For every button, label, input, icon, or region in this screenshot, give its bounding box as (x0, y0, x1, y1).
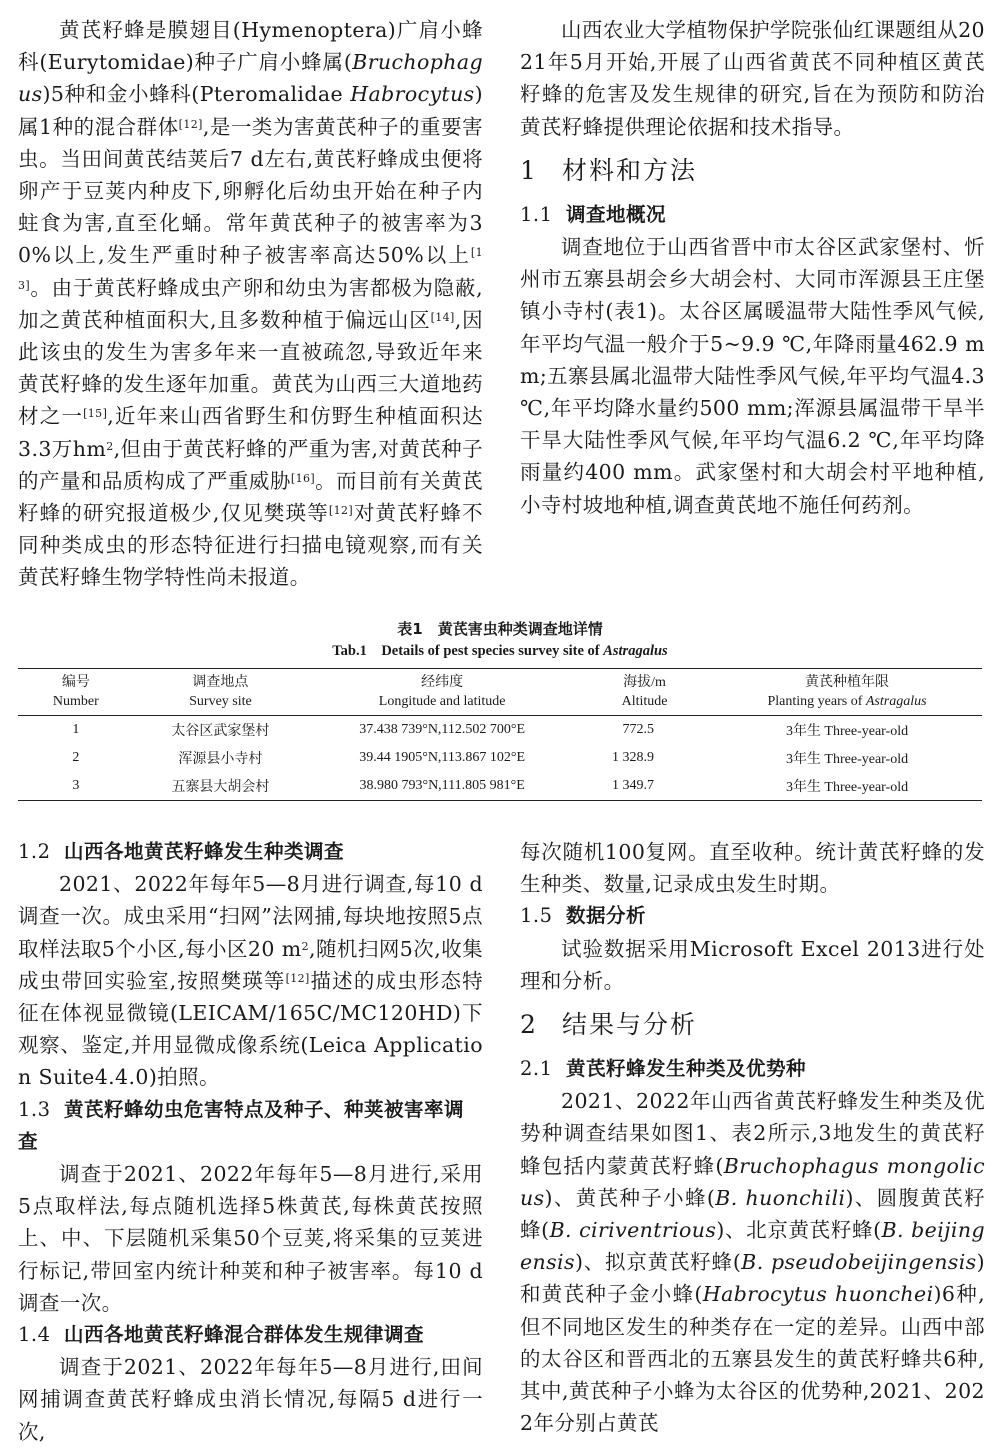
header-coord: 经纬度 Longitude and latitude (378, 675, 506, 709)
header-number: 编号 Number (52, 675, 99, 709)
cell-site: 太谷区武家堡村 (171, 724, 270, 739)
section-heading-2-1: 2.1 黄芪籽蜂发生种类及优势种 (520, 1057, 807, 1081)
section-heading-1-3: 1.3 黄芪籽蜂幼虫危害特点及种子、种荚被害率调查 (18, 1097, 465, 1153)
citation: [16] (290, 471, 316, 485)
cell-number: 2 (72, 750, 80, 765)
survey-site-table (18, 668, 982, 801)
cell-coord: 37.438 739°N,112.502 700°E (359, 722, 526, 737)
section-heading-1-1: 1.1 调查地概况 (520, 202, 667, 226)
table-caption-cn: 表1 黄芪害虫种类调查地详情 (397, 620, 603, 638)
left-column-bottom (18, 836, 483, 1448)
citation: [15] (83, 407, 108, 421)
table-caption-en: Tab.1 Details of pest species survey site of Astragalus (332, 643, 668, 659)
cell-site: 浑源县小寺村 (178, 752, 263, 767)
occurrence-survey-paragraph: 调查于2021、2022年每年5—8月进行,田间网捕调查黄芪籽蜂成虫消长情况,每隔5 d进行一次, (18, 1355, 483, 1444)
cell-number: 1 (72, 722, 80, 737)
cell-years: 3年生 Three-year-old (785, 780, 909, 795)
cell-number: 3 (72, 778, 80, 793)
section-heading-2: 2 结果与分析 (520, 1010, 698, 1040)
citation: [12] (178, 117, 203, 131)
section-heading-1-2: 1.2 山西各地黄芪籽蜂发生种类调查 (18, 840, 345, 863)
citation: [13] (18, 246, 483, 292)
section-heading-1-4: 1.4 山西各地黄芪籽蜂混合群体发生规律调查 (18, 1323, 425, 1347)
section-heading-1: 1 材料和方法 (520, 155, 698, 185)
intro-paragraph: 黄芪籽蜂是膜翅目(Hymenoptera)广肩小蜂科(Eurytomidae)种子广肩小蜂属(Bruchophagus)5种和金小蜂科(Pteromalidae Habrocytus)属1种的混合群体[12],是一类为害黄芪种子的重要害虫。当田间黄芪结荚后7 d左右,黄芪籽蜂成虫便将卵产于豆荚内种皮下,卵孵化后幼虫开始在种子内蛀食为害,直至化蛹。常年黄芪种子的被害率为30%以上,发生严重时种子被害率高达50%以上[13]。由于黄芪籽蜂成虫产卵和幼虫为害都极为隐蔽,加之黄芪种植面积大,且多数种植于偏远山区[14],因此该虫的发生为害多年来一直被疏忽,导致近年来黄芪籽蜂的发生逐年加重。黄芪为山西三大道地药材之一[15],近年来山西省野生和仿野生种植面积达3.3万$hm^2$,但由于黄芪籽蜂的严重为害,对黄芪种子的产量和品质构成了严重威胁[16]。而目前有关黄芪籽蜂的研究报道极少,仅见樊瑛等[12]对黄芪籽蜂不同种类成虫的形态特征进行扫描电镜观察,而有关黄芪籽蜂生物学特性尚未报道。 (18, 18, 484, 590)
citation: [14] (430, 310, 455, 324)
species-survey-paragraph: 2021、2022年每年5—8月进行调查,每10 d调查一次。成虫采用“扫网”法网捕,每块地按照5点取样法取5个小区,每小区20 $m^2$,随机扫网5次,收集成虫带回实验室,按照樊瑛等[12]描述的成虫形态特征在体视显微镜(LEICAM/165C/MC120HD)下观察、鉴定,并用显微成像系统(Leica Application Suite4.4.0)拍照。 (18, 872, 484, 1090)
header-site: 调查地点 Survey site (189, 675, 252, 709)
table-1 (18, 618, 982, 801)
research-intro-paragraph: 山西农业大学植物保护学院张仙红课题组从2021年5月开始,开展了山西省黄芪不同种植区黄芪籽蜂的危害及发生规律的研究,旨在为预防和防治黄芪籽蜂提供理论依据和技术指导。 (520, 18, 985, 139)
cell-coord: 39.44 1905°N,113.867 102°E (359, 750, 526, 765)
right-column-bottom (520, 836, 985, 1439)
table-row (18, 716, 982, 745)
cell-coord: 38.980 793°N,111.805 981°E (359, 778, 525, 793)
section-heading-1-5: 1.5 数据分析 (520, 904, 647, 928)
header-altitude: 海拔/m Altitude (621, 675, 668, 709)
cell-site: 五寨县大胡会村 (171, 780, 270, 795)
cell-altitude: 772.5 (622, 722, 655, 737)
table-row (18, 744, 982, 772)
cell-years: 3年生 Three-year-old (785, 724, 909, 739)
survey-site-paragraph: 调查地位于山西省晋中市太谷区武家堡村、忻州市五寨县胡会乡大胡会村、大同市浑源县王庄堡镇小寺村(表1)。太谷区属暖温带大陆性季风气候,年平均气温一般介于5~9.9 ℃,年降雨量462.9 mm;五寨县属北温带大陆性季风气候,年平均气温4.3 ℃,年平均降水量约500 mm;浑源县属温带干旱半干旱大陆性季风气候,年平均气温6.2 ℃,年平均降雨量约400 mm。武家堡村和大胡会村平地种植,小寺村坡地种植,调查黄芪地不施任何药剂。 (520, 235, 985, 517)
cell-altitude: 1 349.7 (612, 778, 655, 793)
data-analysis-paragraph: 试验数据采用Microsoft Excel 2013进行处理和分析。 (520, 936, 985, 993)
left-column-top (18, 14, 483, 594)
damage-survey-paragraph: 调查于2021、2022年每年5—8月进行,采用5点取样法,每点随机选择5株黄芪,每株黄芪按照上、中、下层随机采集50个豆荚,将采集的豆荚进行标记,带回室内统计种荚和种子被害率。每10 d调查一次。 (18, 1162, 483, 1315)
cell-altitude: 1 328.9 (612, 750, 655, 765)
citation: [12] (285, 971, 310, 985)
header-years: 黄芪种植年限 Planting years of Astragalus (767, 675, 927, 709)
table-header-row (18, 669, 982, 716)
cell-years: 3年生 Three-year-old (785, 752, 909, 767)
right-column-top (520, 14, 985, 521)
table-row (18, 772, 982, 801)
occurrence-survey-continued: 每次随机100复网。直至收种。统计黄芪籽蜂的发生种类、数量,记录成虫发生时期。 (520, 840, 985, 897)
species-result-paragraph: 2021、2022年山西省黄芪籽蜂发生种类及优势种调查结果如图1、表2所示,3地发生的黄芪籽蜂包括内蒙黄芪籽蜂(Bruchophagus mongolicus)、黄芪种子小蜂(B. huonchili)、圆腹黄芪籽蜂(B. ciriventrious)、北京黄芪籽蜂(B. beijingensis)、拟京黄芪籽蜂(B. pseudobeijingensis)和黄芪种子金小蜂(Habrocytus huonchei)6种,但不同地区发生的种类存在一定的差异。山西中部的太谷区和晋西北的五寨县发生的黄芪籽蜂共6种,其中,黄芪种子小蜂为太谷区的优势种,2021、2022年分别占黄芪 (520, 1089, 986, 1436)
citation: [12] (328, 504, 354, 518)
